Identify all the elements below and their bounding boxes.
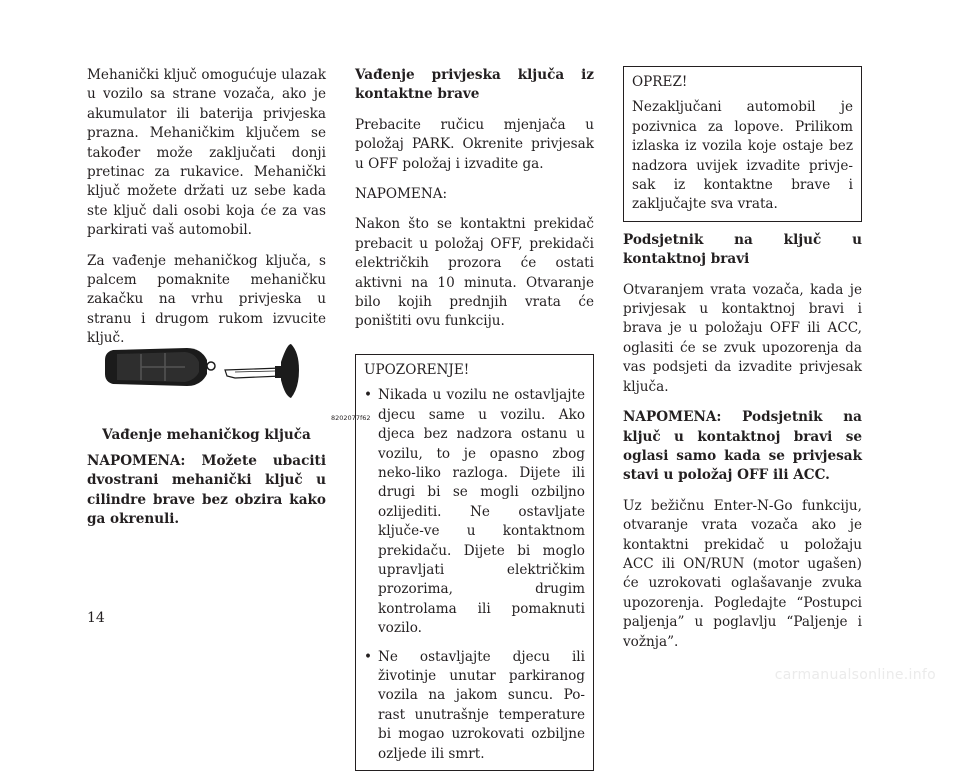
warning-text: Nikada u vozilu ne ostavljajte djecu same u vozilu. Ako djeca bez nadzora ostanu u vozilu, to je opasno zbog neko-liko razloga. Dijete ili drugi bi se mogli ozbiljno ozlijediti. Ne ostavljate ključe-ve u kontaktnom prekidaču. Dijete bi moglo upravljati električkim prozorima, drugim kontrolama ili pomaknuti vozilo. bbox=[378, 387, 585, 637]
warning-text: Ne ostavljajte djecu ili životinje unutar parkiranog vozila na jakom suncu. Po-rast unutrašnje temperature bi mogao uzrokovati ozbiljne ozljede ili smrt. bbox=[378, 648, 585, 762]
note-paragraph: NAPOMENA: Podsjetnik na ključ u kontaktnoj bravi se oglasi samo kada se privjesak stavi u položaj OFF ili ACC. bbox=[623, 409, 862, 484]
caution-title: OPREZ! bbox=[632, 74, 688, 90]
figure-caption: Vađenje mehaničkog ključa bbox=[102, 427, 311, 443]
note-label: NAPOMENA: bbox=[355, 186, 448, 203]
body-paragraph: Nakon što se kontaktni prekidač prebacit u položaj OFF, prekidači električkih prozora će ostati aktivni na 10 minuta. Otvaranje bilo kojih prednjih vrata će poništiti ovu funkciju. bbox=[355, 216, 594, 330]
middle-column bbox=[355, 66, 594, 771]
caution-box bbox=[623, 66, 862, 222]
note-paragraph: NAPOMENA: Možete ubaciti dvostrani mehanički ključ u cilindre brave bez obzira kako ga okrenuli. bbox=[87, 453, 326, 528]
bullet: • bbox=[364, 648, 373, 665]
list-item bbox=[364, 648, 585, 764]
warning-list bbox=[364, 386, 585, 764]
body-paragraph: Otvaranjem vrata vozača, kada je privjesak u kontaktnoj bravi i brava je u položaju OFF ili ACC, oglasiti će se zvuk upozorenja da vas podsjeti da izvadite privjesak ključa. bbox=[623, 281, 862, 395]
left-column bbox=[87, 66, 326, 360]
page-number: 14 bbox=[87, 610, 105, 626]
warning-title: UPOZORENJE! bbox=[364, 361, 470, 378]
list-item bbox=[364, 386, 585, 638]
left-note bbox=[87, 452, 326, 541]
warning-box bbox=[355, 354, 594, 771]
footer-watermark: carmanualsonline.info bbox=[774, 667, 936, 683]
section-heading: Vađenje privjeska ključa iz kontaktne brave bbox=[355, 67, 594, 103]
body-paragraph: Za vađenje mehaničkog ključa, s palcem pomaknite mehaničku zakačku na vrhu privjeska u stranu i drugom rukom izvucite ključ. bbox=[87, 252, 326, 347]
caution-text: Nezaključani automobil je pozivnica za lopove. Prilikom izlaska iz vozila koje ostaje bez nadzora uvijek izvadite privje-sak iz kontaktne brave i zaključajte sva vrata. bbox=[632, 99, 853, 213]
bullet: • bbox=[364, 387, 373, 404]
figure-code: 8202077f62 bbox=[331, 414, 371, 422]
body-paragraph: Mehanički ključ omogućuje ulazak u vozilo sa strane vozača, ako je akumulator ili baterija privjeska prazna. Mehaničkim ključem se također može zaključati donji pretinac za rukavice. Mehanički ključ možete držati uz sebe kada ste ključ dali osobi koja će za vas parkirati vaš automobil. bbox=[87, 67, 326, 239]
body-paragraph: Prebacite ručicu mjenjača u položaj PARK. Okrenite privjesak u OFF položaj i izvadite ga. bbox=[355, 116, 594, 172]
right-column bbox=[623, 66, 862, 663]
section-heading: Podsjetnik na ključ u kontaktnoj bravi bbox=[623, 231, 862, 268]
body-paragraph: Uz bežičnu Enter-N-Go funkciju, otvaranje vrata vozača ako je kontaktni prekidač u položaju ACC ili ON/RUN (motor ugašen) će uzrokovati oglašavanje zvuka upozorenja. Pogledajte “Postupci paljenja” u poglavlju “Paljenje i vožnja”. bbox=[623, 497, 862, 650]
key-figure bbox=[95, 322, 371, 434]
key-fob-illustration bbox=[95, 322, 317, 434]
